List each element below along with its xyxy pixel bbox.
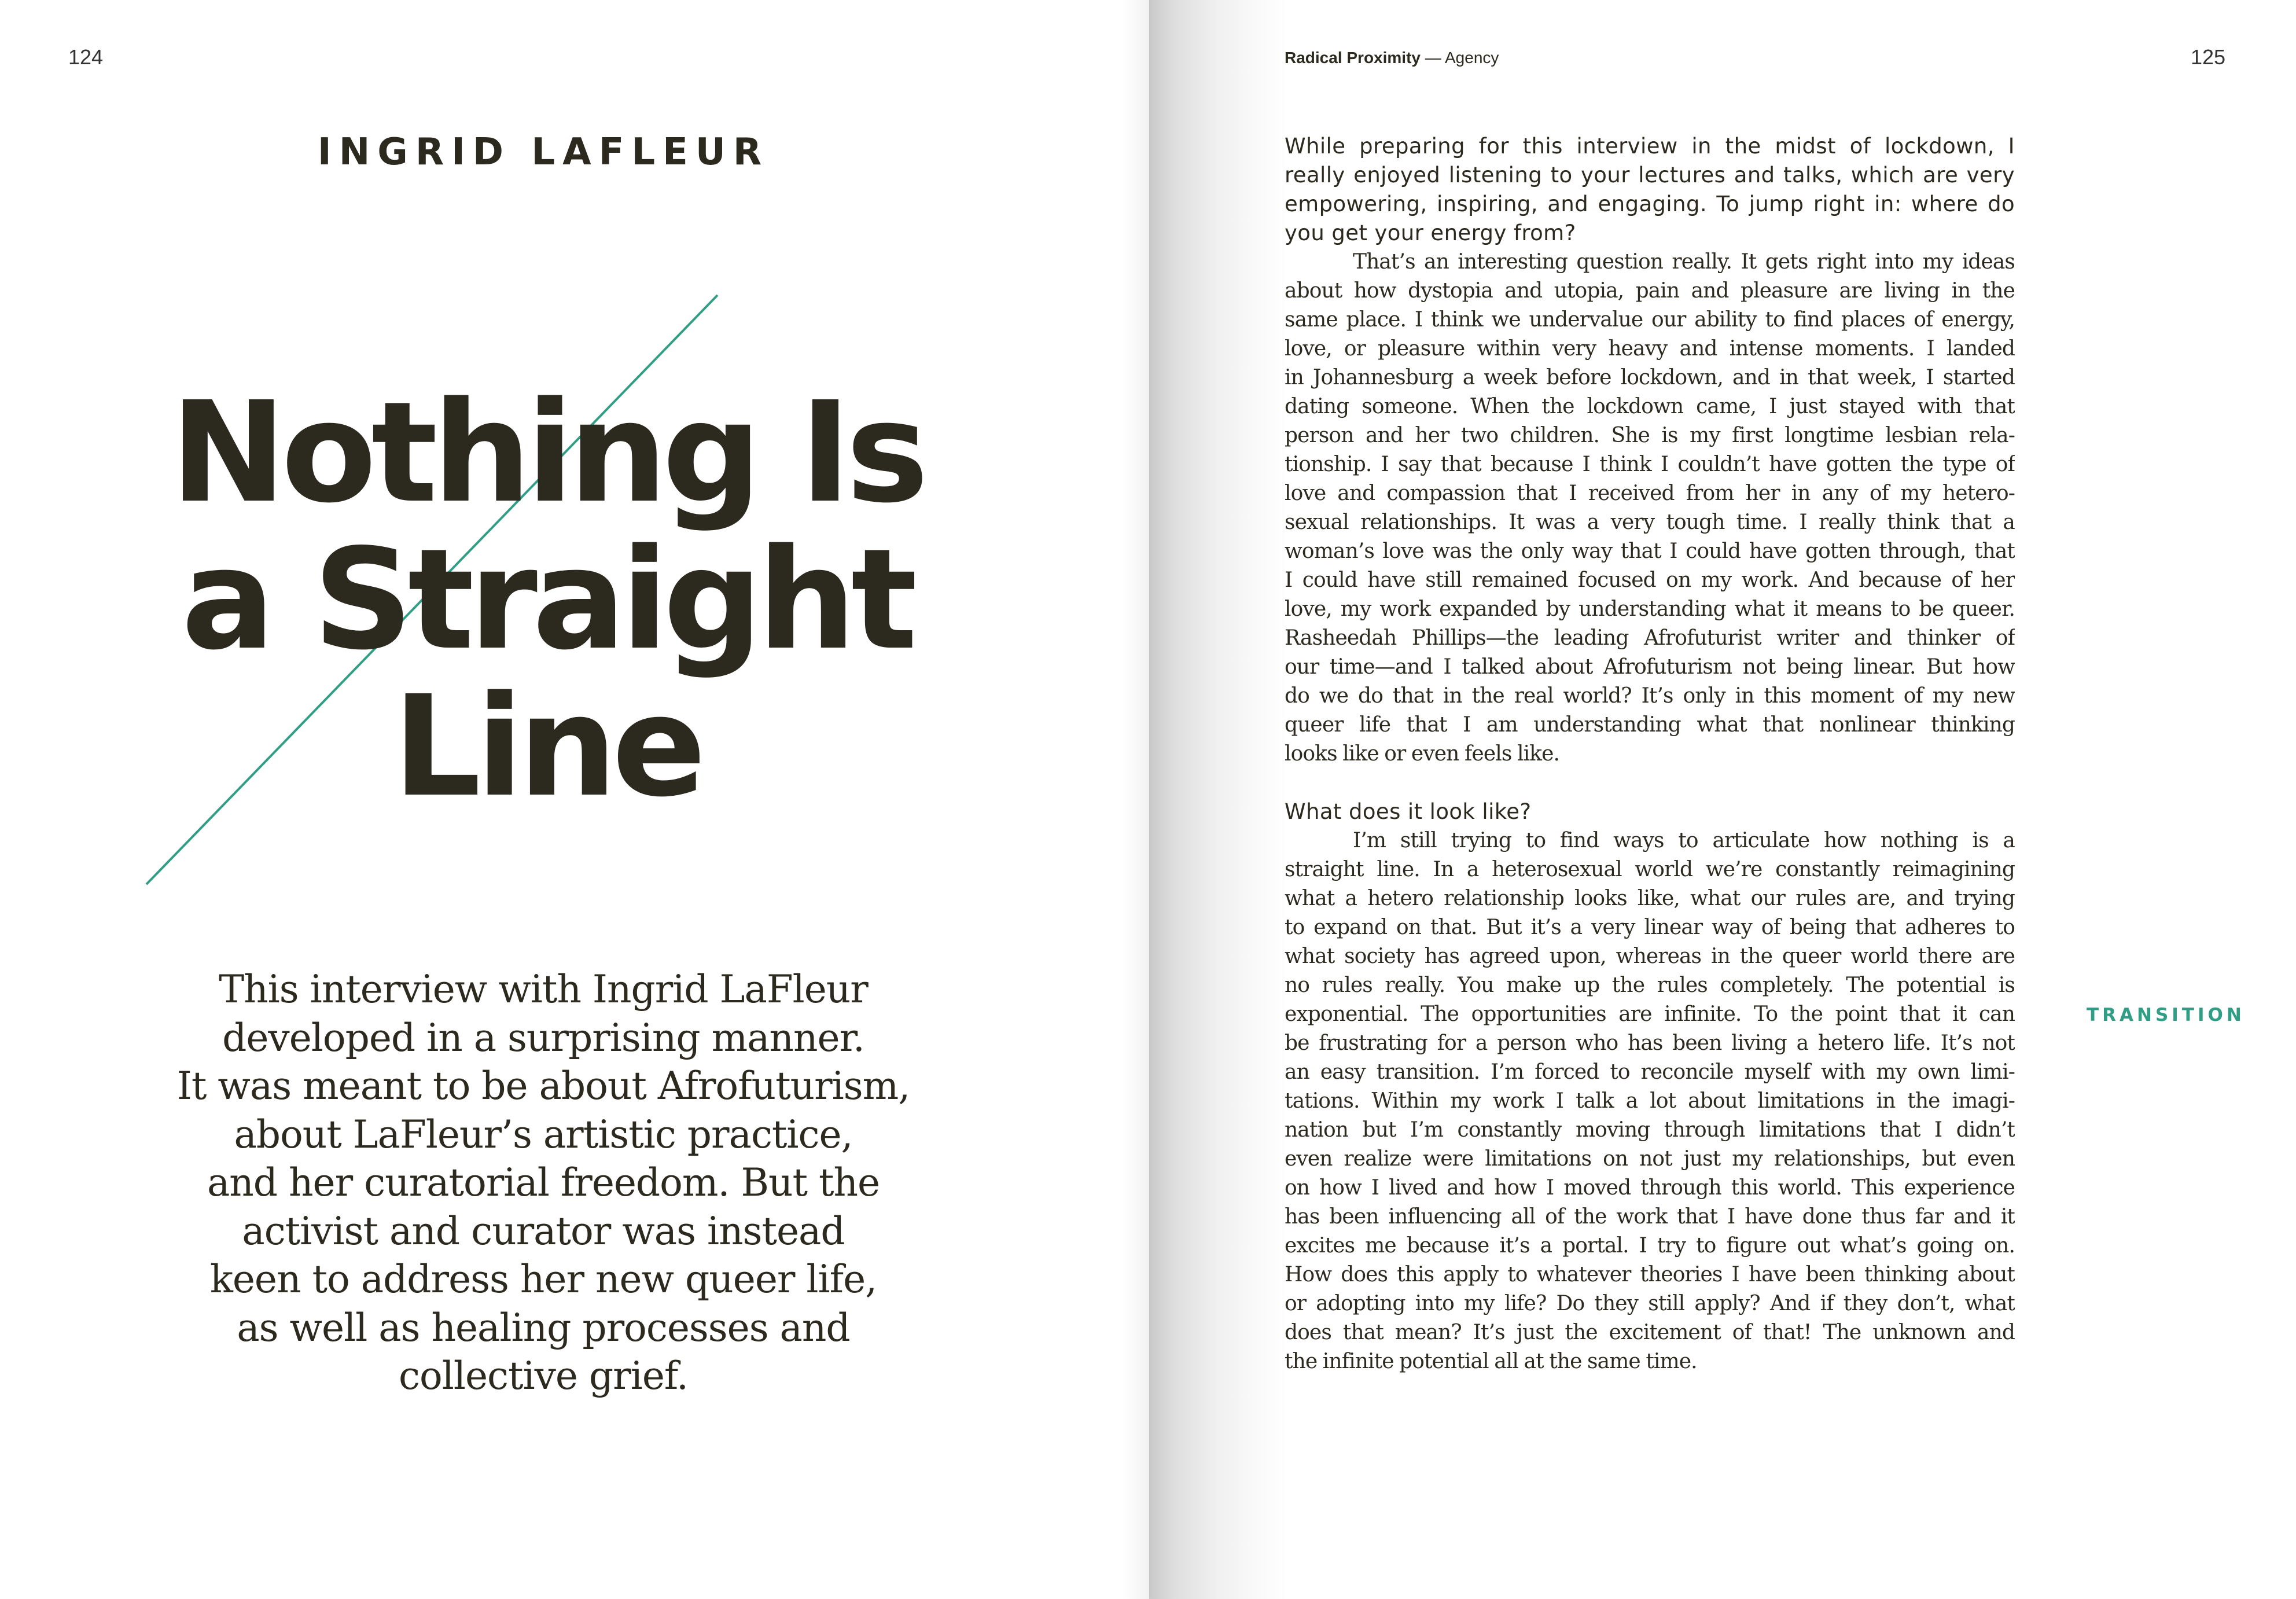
text-line: exponential. The opportunities are infinite. To the point that it can <box>1285 1002 2015 1026</box>
title-line-3: Line <box>392 666 701 828</box>
text-line: love, my work expanded by understanding what it means to be queer. <box>1285 597 2015 621</box>
text-line: dating someone. When the lockdown came, I just stayed with that <box>1285 395 2015 418</box>
page-number-right: 125 <box>2191 45 2226 69</box>
running-head-title: Radical Proximity <box>1285 49 1421 67</box>
text-line: excites me because it’s a portal. I try to figure out what’s going on. <box>1285 1234 2015 1258</box>
text-line: what a hetero relationship looks like, what our rules are, and trying <box>1285 887 2015 910</box>
text-line: even realize were limitations on not just my relationships, but even <box>1285 1147 2015 1171</box>
paragraph-spacer <box>1285 769 2015 797</box>
text-line: our time—and I talked about Afrofuturism not being linear. But how <box>1285 655 2015 679</box>
text-line: you get your energy from? <box>1285 220 1576 245</box>
text-line: be frustrating for a person who has been living a hetero life. It’s not <box>1285 1031 2015 1055</box>
text-line: What does it look like? <box>1285 799 1532 824</box>
text-line: love and compassion that I received from her in any of my hetero- <box>1285 481 2015 505</box>
running-head <box>1285 49 1499 67</box>
intro-line: about LaFleur’s artistic practice, <box>234 1112 853 1157</box>
intro-line: It was meant to be about Afrofuturism, <box>176 1064 910 1108</box>
text-line: has been influencing all of the work that I have done thus far and it <box>1285 1205 2015 1229</box>
text-line: woman’s love was the only way that I could have gotten through, that <box>1285 539 2015 563</box>
interview-question-1 <box>1285 132 2015 248</box>
text-line: I could have still remained focused on my work. And because of her <box>1285 568 2015 592</box>
gutter-edge-shadow <box>1123 0 1151 1599</box>
text-line: the infinite potential all at the same time. <box>1285 1350 1697 1373</box>
text-line: tionship. I say that because I think I couldn’t have gotten the type of <box>1285 453 2015 476</box>
title-line-1: Nothing Is <box>170 372 923 534</box>
text-line: in Johannesburg a week before lockdown, and in that week, I started <box>1285 366 2015 389</box>
running-head-separator: — <box>1420 49 1445 67</box>
page-number-left: 124 <box>68 45 104 69</box>
intro-paragraph <box>0 965 1087 1400</box>
text-line: How does this apply to whatever theories I have been thinking about <box>1285 1263 2015 1286</box>
interview-body <box>1285 132 2015 1376</box>
text-line: do we do that in the real world? It’s only in this moment of my new <box>1285 684 2015 708</box>
intro-line: activist and curator was instead <box>242 1208 845 1254</box>
text-line: person and her two children. She is my first longtime lesbian rela- <box>1285 424 2015 447</box>
text-line: really enjoyed listening to your lectures and talks, which are very <box>1285 163 2015 188</box>
text-line: queer life that I am understanding what that nonlinear thinking <box>1285 713 2015 737</box>
author-name: INGRID LAFLEUR <box>317 131 770 174</box>
article-title <box>0 372 1094 828</box>
intro-line: collective grief. <box>399 1354 688 1398</box>
side-label-transition: TRANSITION <box>2087 1005 2245 1025</box>
text-line: does that mean? It’s just the excitement of that! The unknown and <box>1285 1321 2015 1344</box>
text-line: nation but I’m constantly moving through limitations that I didn’t <box>1285 1118 2015 1142</box>
intro-line: keen to address her new queer life, <box>209 1257 877 1302</box>
text-line: While preparing for this interview in the midst of lockdown, I <box>1285 134 2015 159</box>
interview-question-2 <box>1285 797 2015 826</box>
title-line-2: a Straight <box>181 519 912 681</box>
text-line: tations. Within my work I talk a lot about limitations in the imagi- <box>1285 1089 2015 1113</box>
text-line: or adopting into my life? Do they still apply? And if they don’t, what <box>1285 1292 2015 1315</box>
intro-line: and her curatorial freedom. But the <box>207 1160 880 1205</box>
interview-answer-1 <box>1285 248 2015 769</box>
text-line: That’s an interesting question really. It gets right into my ideas <box>1353 250 2015 274</box>
running-head-section: Agency <box>1445 49 1499 67</box>
text-line: an easy transition. I’m forced to reconcile myself with my own limi- <box>1285 1060 2015 1084</box>
text-line: Rasheedah Phillips—the leading Afrofuturist writer and thinker of <box>1285 626 2015 650</box>
text-line: on how I lived and how I moved through this world. This experience <box>1285 1176 2015 1200</box>
text-line: looks like or even feels like. <box>1285 742 1560 766</box>
text-line: straight line. In a heterosexual world we’re constantly reimagining <box>1285 858 2015 881</box>
text-line: same place. I think we undervalue our ability to find places of energy, <box>1285 308 2015 332</box>
text-line: empowering, inspiring, and engaging. To jump right in: where do <box>1285 192 2015 216</box>
text-line: sexual relationships. It was a very tough time. I really think that a <box>1285 510 2015 534</box>
text-line: no rules really. You make up the rules completely. The potential is <box>1285 973 2015 997</box>
text-line: I’m still trying to find ways to articulate how nothing is a <box>1353 829 2015 852</box>
intro-line: as well as healing processes and <box>237 1305 850 1350</box>
text-line: about how dystopia and utopia, pain and pleasure are living in the <box>1285 279 2015 303</box>
book-gutter-shadow <box>1149 0 1288 1599</box>
intro-line: This interview with Ingrid LaFleur <box>219 967 868 1012</box>
text-line: love, or pleasure within very heavy and intense moments. I landed <box>1285 337 2015 361</box>
intro-line: developed in a surprising manner. <box>222 1015 864 1060</box>
text-line: what society has agreed upon, whereas in the queer world there are <box>1285 944 2015 968</box>
interview-answer-2 <box>1285 826 2015 1376</box>
text-line: to expand on that. But it’s a very linear way of being that adheres to <box>1285 916 2015 939</box>
